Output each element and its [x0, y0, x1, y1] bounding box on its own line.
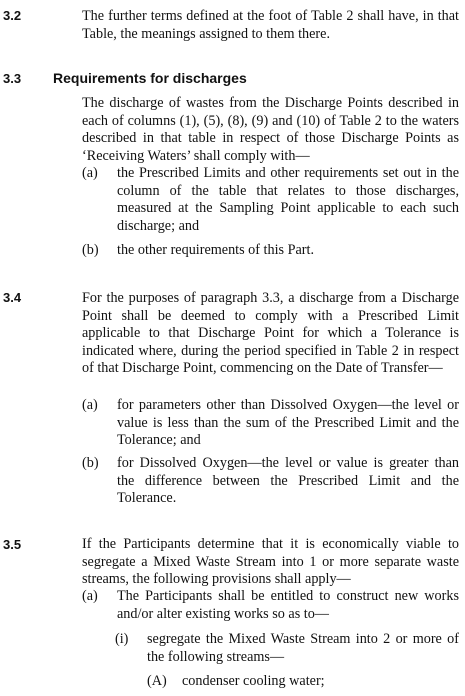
item-text: condenser cooling water; [182, 673, 325, 689]
item-label: (a) [82, 165, 98, 181]
section-3-2-text: The further terms defined at the foot of Table 2 shall have, in that Table, the meanings assigned to them there. [82, 8, 459, 42]
item-text: the Prescribed Limits and other requirements set out in the column of the table that relates to those discharges, measured at the Sampling Point applicable to each such discharge; and [117, 165, 459, 234]
item-text: The Participants shall be entitled to construct new works and/or alter existing works so as to— [117, 588, 459, 622]
section-number-3-4: 3.4 [3, 290, 22, 305]
section-3-5-text: If the Participants determine that it is economically viable to segregate a Mixed Waste Stream into 1 or more separate waste streams, the following provisions shall apply— [82, 536, 459, 587]
item-label: (a) [82, 588, 98, 604]
item-label: (b) [82, 455, 99, 471]
section-number-3-5: 3.5 [3, 537, 22, 552]
item-label: (i) [115, 631, 129, 647]
item-label: (b) [82, 242, 99, 258]
item-text: the other requirements of this Part. [117, 242, 314, 258]
item-text: for Dissolved Oxygen—the level or value is greater than the difference between the Prescribed Limit and the Tolerance. [117, 455, 459, 506]
section-3-4-text: For the purposes of paragraph 3.3, a discharge from a Discharge Point shall be deemed to comply with a Prescribed Limit applicable to that Discharge Point for which a Tolerance is indicated where, during the period specified in Table 2 in respect of that Discharge Point, commencing on the Date of Transfer— [82, 290, 459, 376]
item-label: (A) [147, 673, 167, 689]
section-3-3-text: The discharge of wastes from the Discharge Points described in each of columns (1), (5), (8), (9) and (10) of Table 2 to the waters described in that table in respect of those Discharge Points as ‘Receiving Waters’ shall comply with— [82, 95, 459, 164]
section-number-3-2: 3.2 [3, 8, 22, 23]
item-label: (a) [82, 397, 98, 413]
section-3-3-heading: Requirements for discharges [53, 70, 247, 86]
item-text: segregate the Mixed Waste Stream into 2 or more of the following streams— [147, 631, 459, 665]
section-number-3-3: 3.3 [3, 71, 22, 86]
item-text: for parameters other than Dissolved Oxygen—the level or value is less than the sum of the Prescribed Limit and the Tolerance; and [117, 397, 459, 448]
